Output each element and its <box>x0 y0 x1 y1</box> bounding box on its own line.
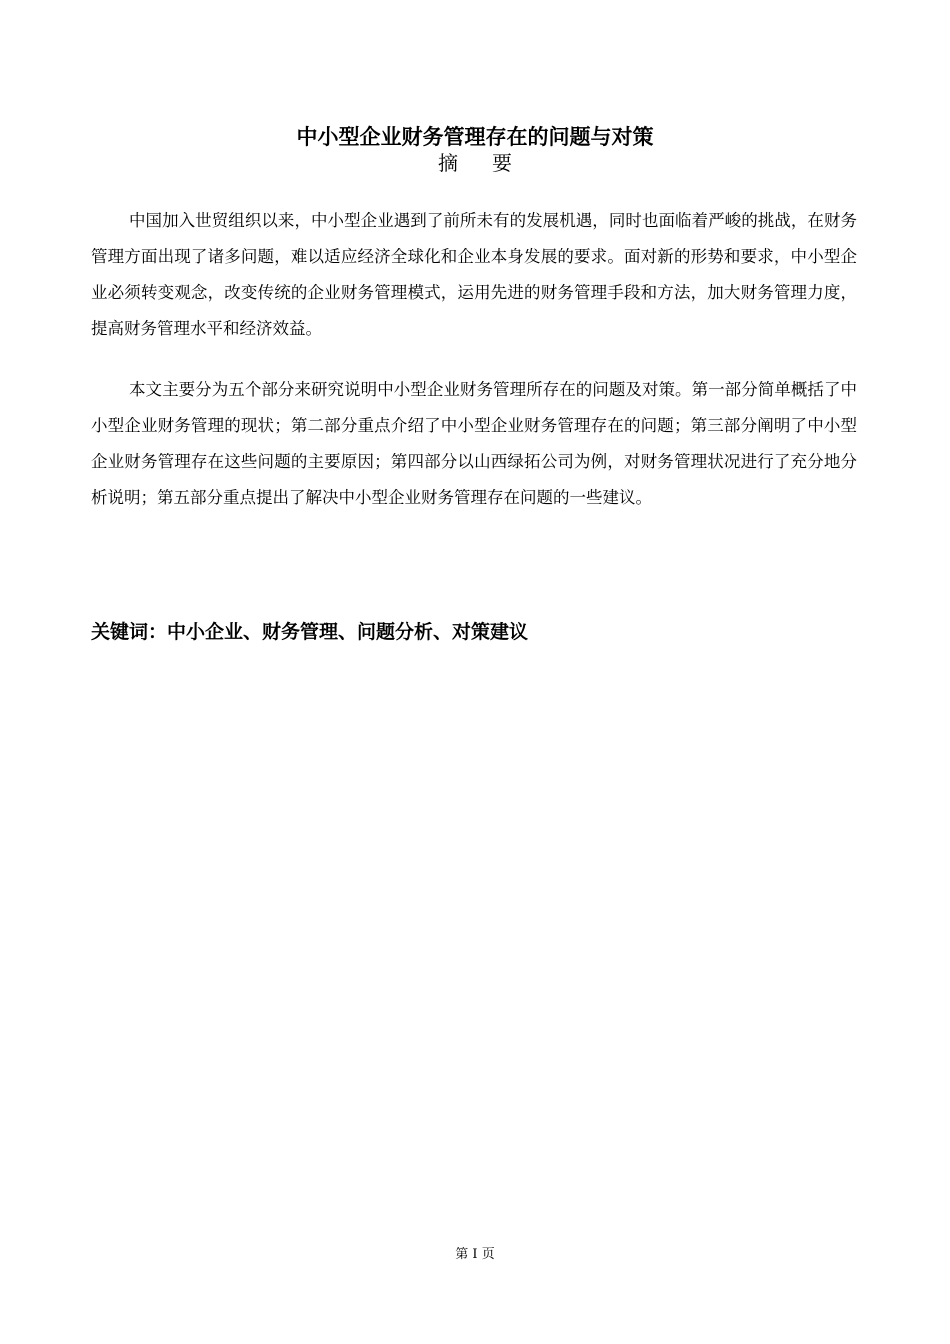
page-number: 第 I 页 <box>455 1247 495 1262</box>
document-title: 中小型企业财务管理存在的问题与对策 <box>296 125 654 149</box>
abstract-paragraph-1: 中国加入世贸组织以来，中小型企业遇到了前所未有的发展机遇，同时也面临着严峻的挑战，在财务管理方面出现了诸多问题，难以适应经济全球化和企业本身发展的要求。面对新的形势和要求，中小型企业必须转变观念，改变传统的企业财务管理模式，运用先进的财务管理手段和方法，加大财务管理力度，提高财务管理水平和经济效益。 <box>91 211 857 338</box>
keywords-line: 关键词：中小企业、财务管理、问题分析、对策建议 <box>91 621 529 643</box>
abstract-heading: 摘要 <box>438 151 546 175</box>
abstract-paragraph-2: 本文主要分为五个部分来研究说明中小型企业财务管理所存在的问题及对策。第一部分简单概括了中小型企业财务管理的现状；第二部分重点介绍了中小型企业财务管理存在的问题；第三部分阐明了中小型企业财务管理存在这些问题的主要原因；第四部分以山西绿拓公司为例，对财务管理状况进行了充分地分析说明；第五部分重点提出了解决中小型企业财务管理存在问题的一些建议。 <box>91 380 857 507</box>
